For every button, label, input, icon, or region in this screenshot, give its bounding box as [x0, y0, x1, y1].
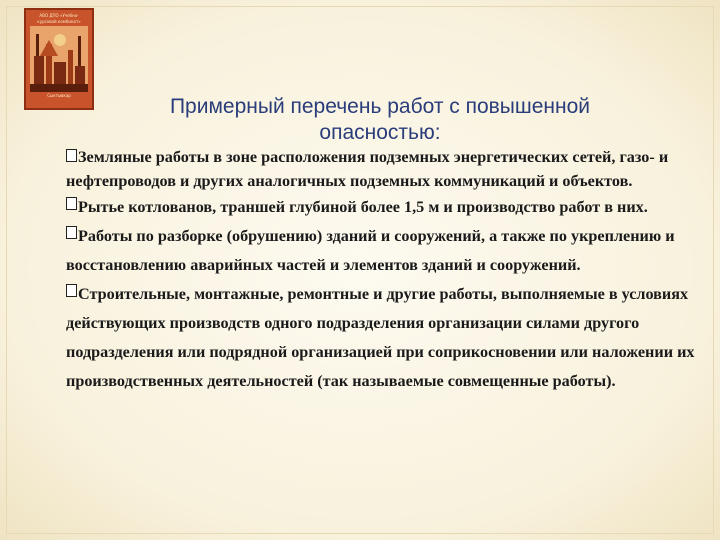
logo-emblem-icon	[30, 26, 88, 92]
organization-logo	[24, 8, 94, 110]
list-item-text: Работы по разборке (обрушению) зданий и сооружений, а также по укреплению и восстановлению аварийных частей и элементов зданий и сооружений.	[66, 227, 675, 274]
list-item	[66, 280, 696, 396]
list-item	[66, 222, 696, 280]
title-line-2: опасностью:	[319, 121, 441, 144]
square-bullet-icon	[66, 197, 77, 210]
list-item-text: Строительные, монтажные, ремонтные и другие работы, выполняемые в условиях действующих производств одного подразделения организации силами другого подразделения или подрядной организацией при соприкосновении или наложении их производственных деятельностей (так называемые совмещенные работы).	[66, 285, 695, 390]
list-item-text: Земляные работы в зоне расположения подземных энергетических сетей, газо- и нефтепроводов и других аналогичных подземных коммуникаций и объектов.	[66, 148, 669, 190]
square-bullet-icon	[66, 226, 77, 239]
slide-title	[110, 94, 650, 146]
title-line-1: Примерный перечень работ с повышенной	[169, 95, 591, 118]
list-item-text: Рытье котлованов, траншей глубиной более 1,5 м и производство работ в них.	[78, 198, 648, 216]
list-item	[66, 193, 696, 222]
logo-top-text: АВО ДПО «Учебно-курсовой комбинат»	[37, 13, 81, 24]
logo-bottom-text: Сыктывкар	[47, 93, 71, 98]
square-bullet-icon	[66, 149, 77, 162]
square-bullet-icon	[66, 284, 77, 297]
list-item	[66, 145, 696, 193]
work-list	[66, 145, 696, 396]
